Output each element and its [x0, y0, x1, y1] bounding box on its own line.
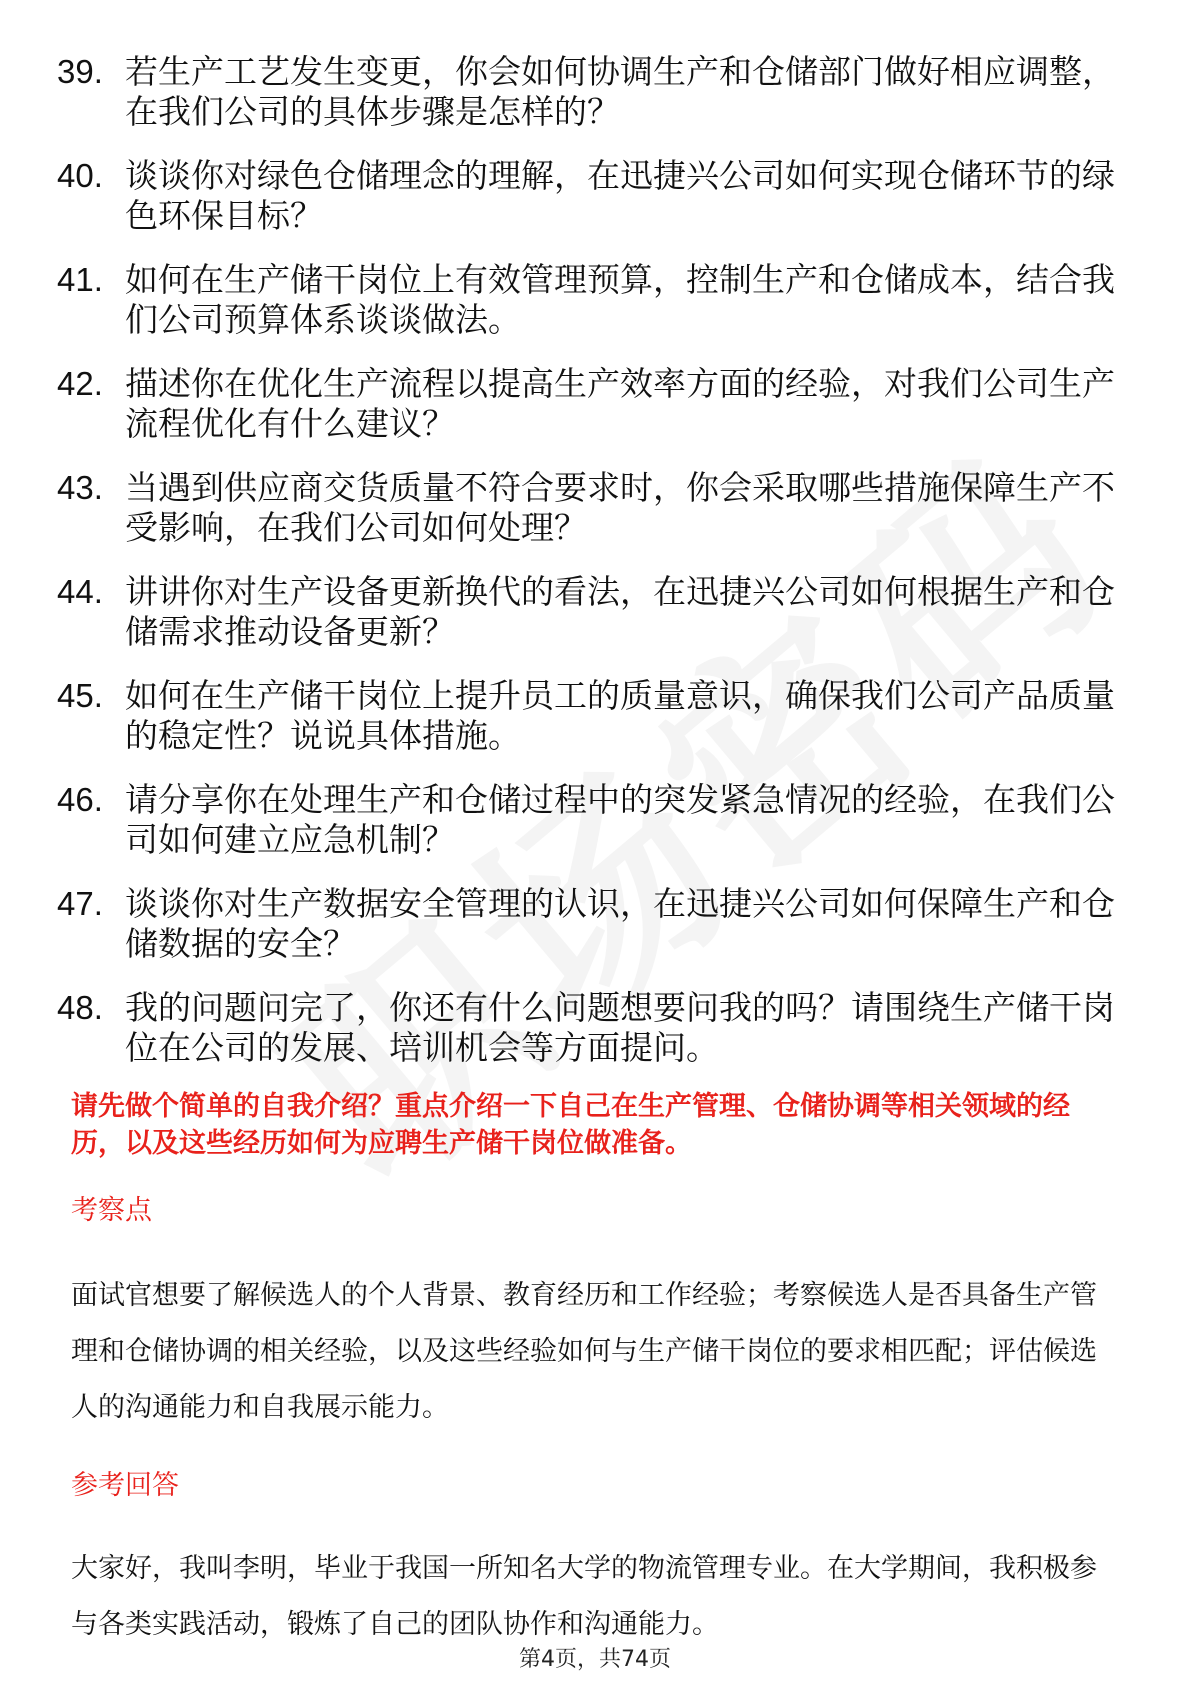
question-text: 如何在生产储干岗位上提升员工的质量意识，确保我们公司产品质量的稳定性？说说具体措施。 [125, 676, 1115, 755]
reference-answer-body: 大家好，我叫李明，毕业于我国一所知名大学的物流管理专业。在大学期间，我积极参与各类实践活动，锻炼了自己的团队协作和沟通能力。 [71, 1553, 1097, 1640]
list-item [57, 676, 1117, 756]
question-number: 48. [57, 989, 103, 1026]
question-text: 描述你在优化生产流程以提高生产效率方面的经验，对我们公司生产流程优化有什么建议？ [125, 364, 1115, 443]
list-item [57, 52, 1117, 132]
question-number: 40. [57, 157, 103, 194]
section-label-reference-answer: 参考回答 [71, 1470, 179, 1501]
page-footer: 第4页，共74页 [519, 1647, 671, 1672]
question-number: 41. [57, 261, 103, 298]
question-text: 谈谈你对生产数据安全管理的认识，在迅捷兴公司如何保障生产和仓储数据的安全？ [125, 884, 1115, 963]
list-item [57, 988, 1117, 1068]
question-number: 43. [57, 469, 103, 506]
question-text: 讲讲你对生产设备更新换代的看法，在迅捷兴公司如何根据生产和仓储需求推动设备更新？ [125, 572, 1115, 651]
question-text: 若生产工艺发生变更，你会如何协调生产和仓储部门做好相应调整，在我们公司的具体步骤是怎样的？ [125, 52, 1115, 131]
list-item [57, 364, 1117, 444]
list-item [57, 884, 1117, 964]
question-list [57, 52, 1117, 1092]
question-text: 如何在生产储干岗位上有效管理预算，控制生产和仓储成本，结合我们公司预算体系谈谈做法。 [125, 260, 1115, 339]
question-number: 44. [57, 573, 103, 610]
list-item [57, 156, 1117, 236]
list-item [57, 572, 1117, 652]
question-text: 我的问题问完了，你还有什么问题想要问我的吗？请围绕生产储干岗位在公司的发展、培训机会等方面提问。 [125, 988, 1115, 1067]
question-number: 45. [57, 677, 103, 714]
list-item [57, 780, 1117, 860]
question-text: 请分享你在处理生产和仓储过程中的突发紧急情况的经验，在我们公司如何建立应急机制？ [125, 780, 1115, 859]
question-text: 谈谈你对绿色仓储理念的理解，在迅捷兴公司如何实现仓储环节的绿色环保目标？ [125, 156, 1115, 235]
list-item [57, 260, 1117, 340]
question-number: 39. [57, 53, 103, 90]
question-text: 当遇到供应商交货质量不符合要求时，你会采取哪些措施保障生产不受影响，在我们公司如何处理？ [125, 468, 1115, 547]
section-label-assessment: 考察点 [71, 1195, 152, 1226]
interview-question-heading: 请先做个简单的自我介绍？重点介绍一下自己在生产管理、仓储协调等相关领域的经历，以及这些经历如何为应聘生产储干岗位做准备。 [71, 1091, 1070, 1159]
question-number: 47. [57, 885, 103, 922]
question-number: 42. [57, 365, 103, 402]
list-item [57, 468, 1117, 548]
question-number: 46. [57, 781, 103, 818]
assessment-body: 面试官想要了解候选人的个人背景、教育经历和工作经验；考察候选人是否具备生产管理和仓储协调的相关经验，以及这些经验如何与生产储干岗位的要求相匹配；评估候选人的沟通能力和自我展示能力。 [71, 1280, 1097, 1423]
